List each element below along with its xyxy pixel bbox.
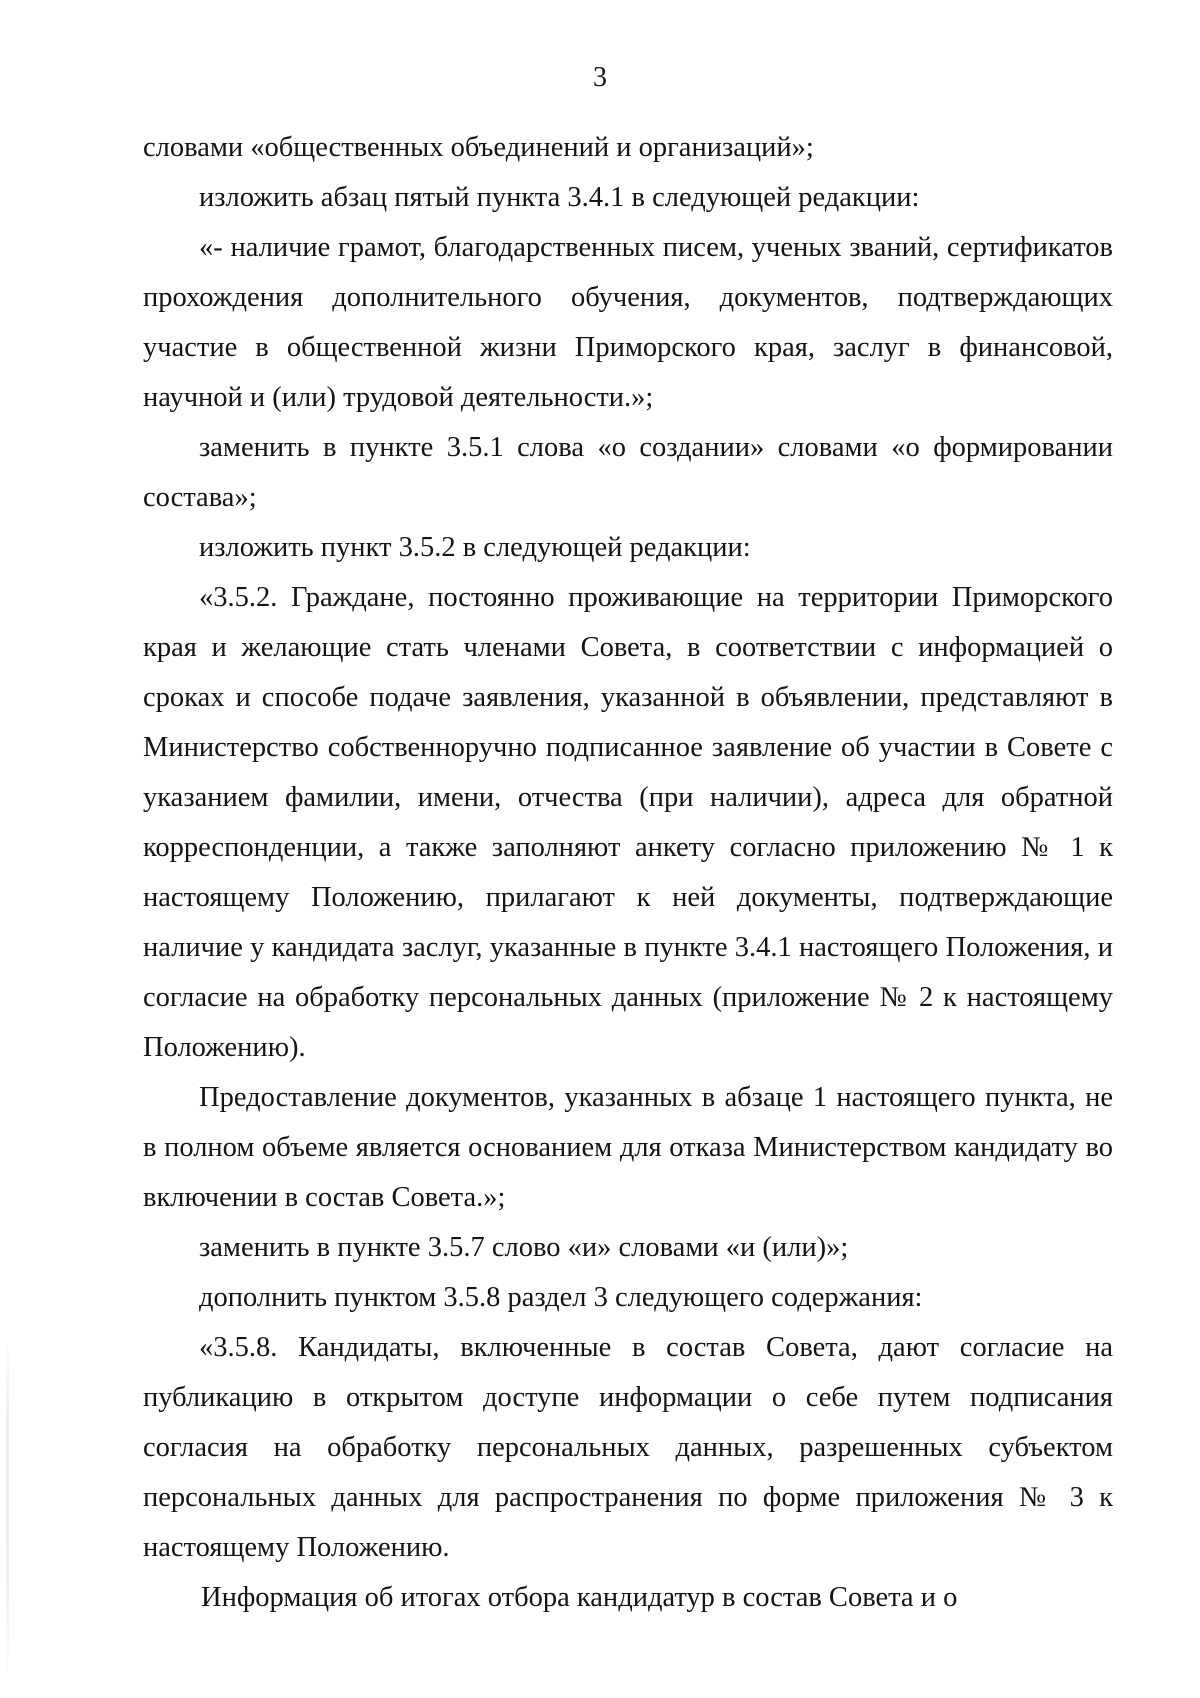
scan-edge-mark bbox=[6, 1330, 9, 1690]
paragraph: «- наличие грамот, благодарственных писем, ученых званий, сертификатов прохождения дополнительного обучения, документов, подтверждающих участие в общественной жизни Приморского края, заслуг в финансовой, научной и (или) трудовой деятельности.»; bbox=[143, 232, 1113, 413]
paragraph: Информация об итогах отбора кандидатур в состав Совета и о bbox=[201, 1582, 958, 1613]
paragraph: «3.5.2. Граждане, постоянно проживающие на территории Приморского края и желающие стать членами Совета, в соответствии с информацией о сроках и способе подаче заявления, указанной в объявлении, представляют в Министерство собственноручно подписанное заявление об участии в Совете с указанием фамилии, имени, отчества (при наличии), адреса для обратной корреспонденции, а также заполняют анкету согласно приложению № 1 к настоящему Положению, прилагают к ней документы, подтверждающие наличие у кандидата заслуг, указанные в пункте 3.4.1 настоящего Положения, и согласие на обработку персональных данных (приложение № 2 к настоящему Положению). bbox=[143, 582, 1113, 1063]
paragraph: Предоставление документов, указанных в абзаце 1 настоящего пункта, не в полном объеме является основанием для отказа Министерством кандидату во включении в состав Совета.»; bbox=[143, 1082, 1113, 1213]
paragraph: изложить абзац пятый пункта 3.4.1 в следующей редакции: bbox=[199, 182, 920, 213]
paragraph: изложить пункт 3.5.2 в следующей редакции: bbox=[199, 532, 751, 563]
page-number: 3 bbox=[593, 62, 607, 93]
paragraph: «3.5.8. Кандидаты, включенные в состав Совета, дают согласие на публикацию в открытом доступе информации о себе путем подписания согласия на обработку персональных данных, разрешенных субъектом персональных данных для распространения по форме приложения № 3 к настоящему Положению. bbox=[143, 1332, 1113, 1563]
paragraph: заменить в пункте 3.5.7 слово «и» словами «и (или)»; bbox=[199, 1232, 849, 1263]
paragraph: заменить в пункте 3.5.1 слова «о создании» словами «о формировании состава»; bbox=[143, 432, 1113, 513]
paragraph: словами «общественных объединений и организаций»; bbox=[143, 132, 814, 163]
paragraph: дополнить пунктом 3.5.8 раздел 3 следующего содержания: bbox=[199, 1282, 923, 1313]
document-body bbox=[143, 123, 1113, 1623]
